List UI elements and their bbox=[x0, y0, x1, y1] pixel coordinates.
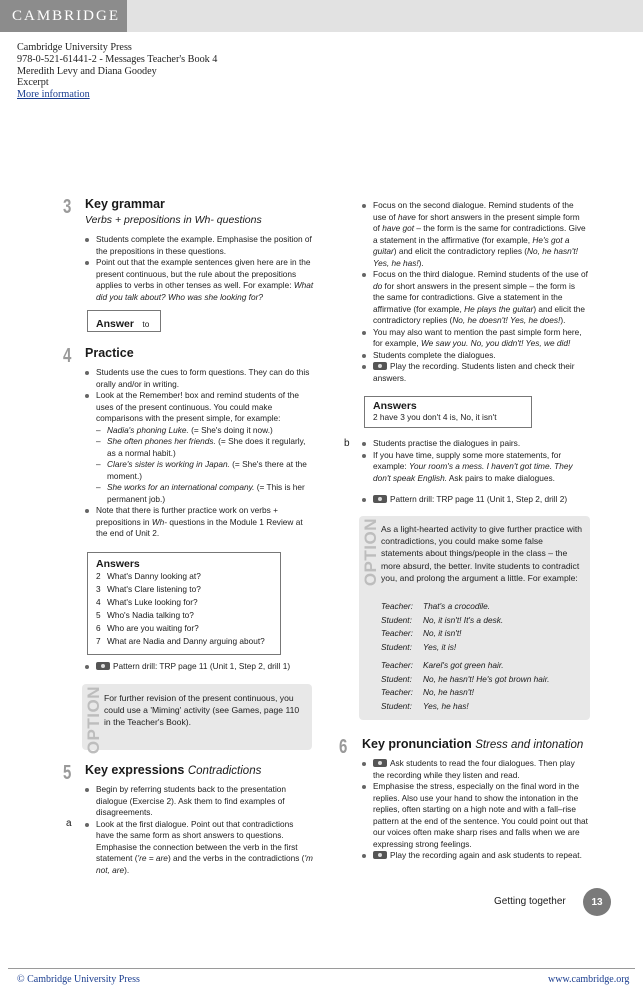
bullet bbox=[362, 327, 588, 350]
example: She often phones her friends. bbox=[107, 436, 216, 446]
speaker: Teacher: bbox=[381, 659, 413, 670]
isbn-title: 978-0-521-61441-2 - Messages Teacher's Book 4 bbox=[17, 53, 218, 65]
dialogue-line bbox=[381, 627, 585, 641]
bullet bbox=[362, 438, 588, 450]
bullet-text: Students complete the example. Emphasise the position of the prepositions in these questions. bbox=[96, 234, 312, 256]
bullet bbox=[362, 269, 588, 327]
speaker: Student: bbox=[381, 614, 412, 625]
answer-item bbox=[96, 596, 272, 609]
bullet-text: Ask students to read the four dialogues. Then play the recording while they listen and read. bbox=[373, 758, 575, 780]
section-title-key-pronunciation bbox=[362, 737, 583, 751]
bullet-text: Note that there is further practice work on verbs + prepositions in bbox=[96, 505, 278, 527]
bullet bbox=[362, 200, 588, 269]
bullet-text: Ask pairs to make dialogues. bbox=[447, 472, 555, 483]
section-6-body bbox=[362, 758, 588, 862]
section-number-4: 4 bbox=[63, 345, 72, 367]
dialogue-line bbox=[381, 614, 585, 628]
answer-text: Who's Nadia talking to? bbox=[107, 610, 194, 620]
bullet-italic: 'm not, are bbox=[96, 853, 313, 875]
bullet-italic: do bbox=[373, 280, 383, 291]
section-number-3: 3 bbox=[63, 196, 72, 218]
marker-b: b bbox=[344, 438, 350, 449]
answer-number: 4 bbox=[96, 597, 101, 607]
option-box-right bbox=[359, 516, 590, 720]
footer-divider bbox=[8, 968, 635, 969]
bullet-text: Emphasise the stress, especially on the final word in the replies. Also use your hand to show the intonation in the replies, often starting on a high note and with a fall–rise pattern at the end of the sentence. You could point out that our voices often make sharp rises and falls when we are expressing strong feelings. bbox=[373, 781, 588, 849]
cd-icon bbox=[373, 851, 387, 859]
bullet-text: – the form is the same for contradictions. Give a statement in the affirmative (for example, bbox=[373, 223, 586, 245]
line-text: Yes, he has! bbox=[423, 700, 469, 711]
bullet-italic: We saw you. No, you didn't! Yes, we did! bbox=[420, 338, 571, 348]
answer-number: 5 bbox=[96, 610, 101, 620]
answer-item bbox=[96, 622, 272, 635]
bullet-italic: Wh- bbox=[151, 516, 168, 527]
line-text: No, he hasn't! bbox=[423, 687, 474, 698]
bullet-italic: Your room's a mess. I haven't got time. They don't speak English. bbox=[373, 461, 573, 483]
bullet-text: Students complete the dialogues. bbox=[373, 349, 496, 360]
bullet-text: Point out that the example sentences given here are in the present continuous, but the rule about the prepositions applies to verbs in other tenses as well. For example: bbox=[96, 257, 311, 290]
bullet-text: Focus on the second dialogue. Remind students of the use of bbox=[373, 200, 574, 222]
bullet-italic: He's got a guitar bbox=[373, 234, 570, 256]
cd-icon bbox=[373, 495, 387, 503]
right-column-b bbox=[362, 438, 588, 484]
bullet bbox=[362, 758, 588, 781]
bullet bbox=[362, 494, 588, 506]
bullet bbox=[362, 350, 588, 362]
explanation: (= She does it regularly, as a normal habit.) bbox=[107, 436, 306, 458]
dash-item bbox=[96, 425, 313, 437]
section-subtitle-grammar: Verbs + prepositions in Wh- questions bbox=[85, 214, 262, 226]
dash-item bbox=[96, 482, 313, 505]
answer-value: to bbox=[142, 319, 150, 329]
bullet-text: Look at the Remember! box and remind students of the uses of the present continuous. You could make comparisons with the present simple, for example: bbox=[96, 390, 299, 423]
answer-item bbox=[96, 635, 272, 648]
bullet-text: for short answers in the present simple form of bbox=[373, 211, 580, 233]
example: She works for an international company. bbox=[107, 482, 255, 492]
bullet bbox=[85, 390, 313, 425]
footer-url[interactable]: www.cambridge.org bbox=[548, 974, 630, 985]
publisher: Cambridge University Press bbox=[17, 42, 132, 53]
line-text: Yes, it is! bbox=[423, 642, 457, 653]
answer-text: What's Luke looking for? bbox=[107, 597, 198, 607]
example: Clare's sister is working in Japan. bbox=[107, 459, 230, 469]
answers-box-section-4 bbox=[87, 552, 281, 655]
line-text: No, he hasn't! He's got brown hair. bbox=[423, 673, 550, 684]
section-number-5: 5 bbox=[63, 762, 72, 784]
bullet-text: for short answers in the present simple – the form is the same for contradictions. Give a statement in the affirmative (for example, bbox=[373, 280, 575, 314]
answer-box bbox=[87, 310, 161, 332]
drill-2 bbox=[362, 494, 588, 506]
explanation: (= She's doing it now.) bbox=[188, 424, 273, 435]
speaker: Teacher: bbox=[381, 628, 413, 639]
section-title-practice: Practice bbox=[85, 346, 134, 360]
answer-label: Answer bbox=[96, 318, 134, 330]
bullet-text: ) and the verbs in the contradictions ( bbox=[167, 853, 305, 863]
section-5-body bbox=[85, 784, 313, 876]
option-text: For further revision of the present continuous, you could use a 'Miming' activity (see Games, page 110 in the Teacher's Book). bbox=[104, 693, 300, 727]
answers-box-section-5 bbox=[364, 396, 532, 428]
book-meta bbox=[17, 42, 217, 101]
dialogue-line bbox=[381, 700, 585, 714]
bullet bbox=[85, 257, 315, 303]
title-text: Key expressions bbox=[85, 763, 185, 777]
bullet-italic: No, he doesn't! Yes, he does! bbox=[452, 315, 561, 325]
footer-copyright: © Cambridge University Press bbox=[17, 974, 140, 985]
bullet-italic: 're = are bbox=[137, 853, 168, 863]
answer-text: What's Danny looking at? bbox=[107, 571, 201, 581]
bullet bbox=[362, 781, 588, 850]
option-box-left bbox=[82, 684, 312, 755]
answer-number: 7 bbox=[96, 636, 101, 646]
bullet-text: ) and elicit the contradictory replies ( bbox=[373, 303, 585, 325]
cd-icon bbox=[96, 662, 110, 670]
bullet-text: questions in the Module 1 Review at the end of Unit 2. bbox=[96, 516, 303, 538]
bullet-text: Students use the cues to form questions. They can do this orally and/or in writing. bbox=[96, 367, 310, 389]
drill-1 bbox=[85, 661, 313, 673]
answer-number: 3 bbox=[96, 584, 101, 594]
bullet-italic: He plays the guitar bbox=[464, 303, 534, 314]
example: Nadia's phoning Luke. bbox=[107, 424, 189, 435]
speaker: Teacher: bbox=[381, 601, 413, 611]
dialogue-line bbox=[381, 600, 585, 614]
cd-icon bbox=[373, 362, 387, 370]
answer-text: What's Clare listening to? bbox=[107, 584, 201, 594]
drill-text: Pattern drill: TRP page 11 (Unit 1, Step 2, drill 2) bbox=[390, 494, 568, 504]
option-label: OPTION bbox=[361, 518, 380, 587]
subtitle-text: Contradictions bbox=[187, 765, 262, 777]
explanation: (= She's there at the moment.) bbox=[107, 459, 307, 481]
bullet bbox=[85, 505, 313, 540]
section-4-body bbox=[85, 367, 313, 540]
drill-text: Pattern drill: TRP page 11 (Unit 1, Step 2, drill 1) bbox=[113, 661, 291, 671]
bullet bbox=[362, 850, 588, 862]
answers-title: Answers bbox=[373, 400, 417, 412]
bullet bbox=[85, 367, 313, 390]
bullet-text: ). bbox=[418, 257, 424, 268]
dash-item bbox=[96, 459, 313, 482]
bullet-text: You may also want to mention the past simple form here, for example, bbox=[373, 326, 582, 348]
speaker: Student: bbox=[381, 642, 412, 653]
bullet bbox=[362, 361, 588, 384]
answer-text: What are Nadia and Danny arguing about? bbox=[107, 636, 265, 646]
header-bar bbox=[127, 0, 643, 32]
bullet-text: ) and elicit the contradictory replies ( bbox=[393, 246, 528, 256]
section-title-key-expressions bbox=[85, 763, 261, 777]
page-number: 13 bbox=[583, 888, 611, 916]
section-3-body bbox=[85, 234, 315, 303]
marker-a: a bbox=[66, 818, 72, 829]
bullet-text: Students practise the dialogues in pairs. bbox=[373, 438, 521, 448]
line-text: No, it isn't! bbox=[423, 628, 462, 639]
speaker: Teacher: bbox=[381, 687, 413, 698]
answer-text: Who are you waiting for? bbox=[107, 623, 199, 633]
option-text: As a light-hearted activity to give further practice with contradictions, you could make some false statements about things/people in the class – the more absurd, the better. Invite students to contradict you, and prolong the argument a little. For example: bbox=[381, 524, 583, 583]
bullet bbox=[85, 234, 315, 257]
section-number-6: 6 bbox=[339, 736, 348, 758]
bullet-text: If you have time, supply some more statements, for example: bbox=[373, 449, 562, 471]
bullet-example: What did you talk about? Who was she looking for? bbox=[96, 280, 314, 302]
bullet-text: Look at the first dialogue. Point out that contradictions have the same form as short answers to questions. Emphasise the connection between the verb in the first statement ( bbox=[96, 818, 298, 863]
speaker: Student: bbox=[381, 700, 412, 711]
running-title: Getting together bbox=[494, 896, 566, 907]
cambridge-logo: CAMBRIDGE bbox=[0, 0, 127, 32]
subtitle-text: Stress and intonation bbox=[475, 739, 584, 751]
more-information-link[interactable]: More information bbox=[17, 89, 90, 101]
dialogue-line bbox=[381, 686, 585, 700]
option-label: OPTION bbox=[84, 686, 103, 755]
line-text: That's a crocodile. bbox=[423, 601, 491, 611]
title-text: Key pronunciation bbox=[362, 737, 472, 751]
bullet-text: ). bbox=[560, 315, 566, 325]
dash-item bbox=[96, 436, 313, 459]
bullet bbox=[85, 661, 313, 673]
line-text: Karel's got green hair. bbox=[423, 659, 504, 670]
bullet-text: Play the recording. Students listen and check their answers. bbox=[373, 361, 575, 383]
answer-item bbox=[96, 570, 272, 583]
answer-item bbox=[96, 583, 272, 596]
answer-number: 6 bbox=[96, 623, 101, 633]
bullet-italic: No, he hasn't! Yes, he has! bbox=[373, 246, 578, 268]
bullet-italic: have got bbox=[382, 223, 415, 233]
bullet-text: ). bbox=[124, 864, 130, 875]
bullet-text: Focus on the third dialogue. Remind students of the use of bbox=[373, 269, 588, 279]
excerpt-label: Excerpt bbox=[17, 77, 49, 89]
dialogue-line bbox=[381, 673, 585, 687]
bullet-text: Begin by referring students back to the presentation dialogue (Exercise 2). Ask them to find examples of disagreements. bbox=[96, 784, 287, 817]
answers-list bbox=[96, 570, 272, 648]
bullet-text: Play the recording again and ask students to repeat. bbox=[390, 850, 582, 860]
answer-number: 2 bbox=[96, 571, 101, 581]
example-dialogue bbox=[381, 600, 585, 714]
dialogue-line bbox=[381, 641, 585, 655]
answer-item bbox=[96, 609, 272, 622]
cd-icon bbox=[373, 759, 387, 767]
answers-title: Answers bbox=[96, 558, 140, 570]
bullet bbox=[85, 784, 313, 819]
explanation: (= This is her permanent job.) bbox=[107, 482, 305, 504]
bullet bbox=[362, 450, 588, 485]
bullet bbox=[85, 819, 313, 877]
answers-line: 2 have 3 you don't 4 is, No, it isn't bbox=[373, 412, 497, 422]
section-title-key-grammar: Key grammar bbox=[85, 197, 165, 211]
right-column-top bbox=[362, 200, 588, 384]
speaker: Student: bbox=[381, 673, 412, 684]
dialogue-line bbox=[381, 659, 585, 673]
bullet-italic: have bbox=[397, 211, 416, 222]
line-text: No, it isn't! It's a desk. bbox=[423, 614, 504, 625]
authors: Meredith Levy and Diana Goodey bbox=[17, 65, 157, 77]
